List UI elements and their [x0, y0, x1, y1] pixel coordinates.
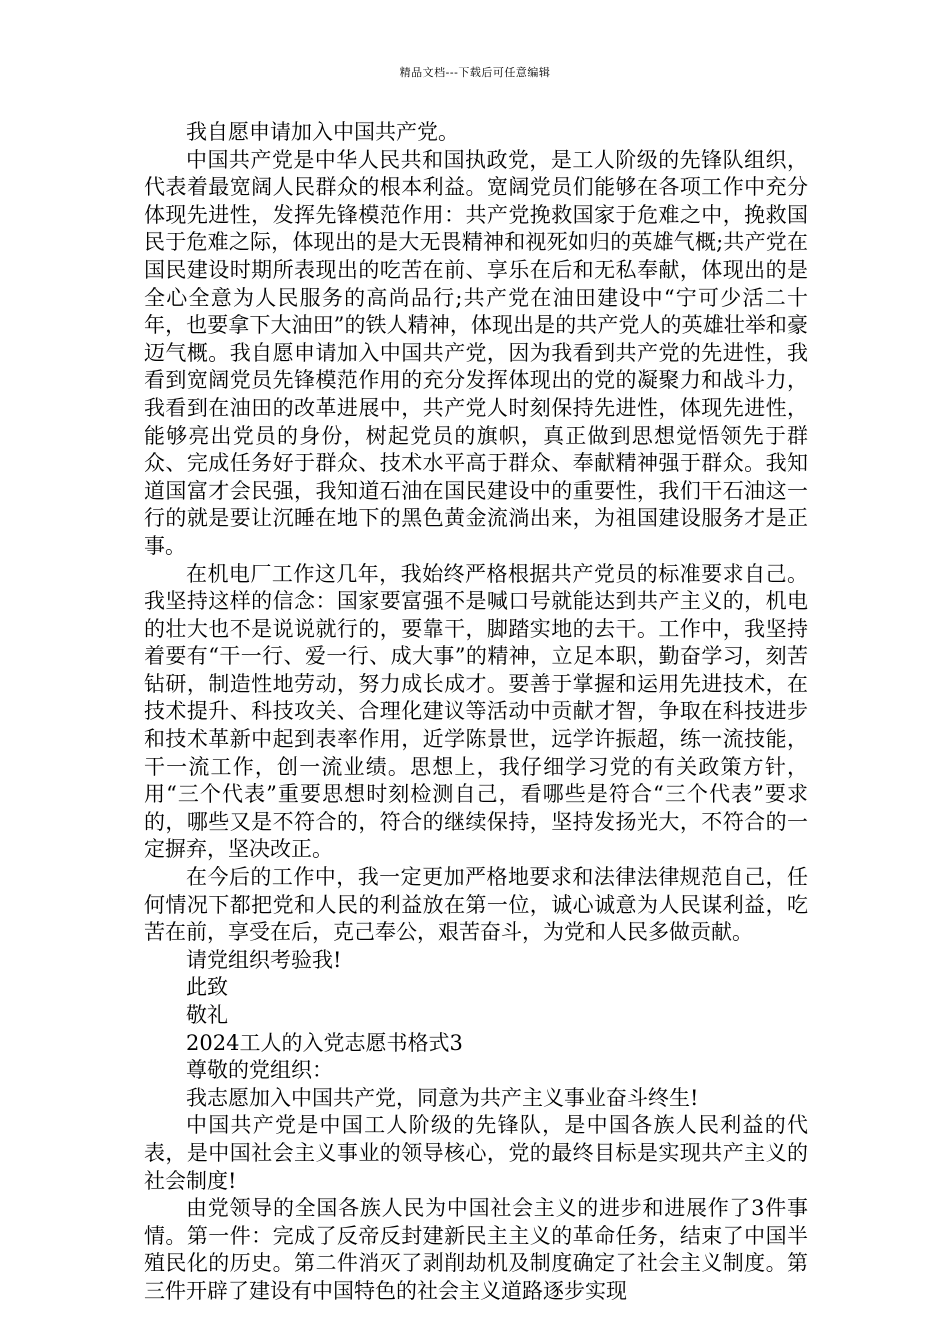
paragraph-party-description: 中国共产党是中华人民共和国执政党，是工人阶级的先锋队组织，代表着最宽阔人民群众的根本利益。宽阔党员们能够在各项工作中充分体现先进性，发挥先锋模范作用：共产党挽救国家于危难之中，挽救国民于危难之际，体现出的是大无畏精神和视死如归的英雄气概;共产党在国民建设时期所表现出的吃苦在前、享乐在后和无私奉献，体现出的是全心全意为人民服务的高尚品行;共产党在油田建设中“宁可少活二十年，也要拿下大油田”的铁人精神，体现出是的共产党人的英雄壮举和豪迈气概。我自愿申请加入中国共产党，因为我看到共产党的先进性，我看到宽阔党员先锋模范作用的充分发挥体现出的党的凝聚力和战斗力，我看到在油田的改革进展中，共产党人时刻保持先进性，体现先进性，能够亮出党员的身份，树起党员的旗帜，真正做到思想觉悟领先于群众、完成任务好于群众、技术水平高于群众、奉献精神强于群众。我知道国富才会民强，我知道石油在国民建设中的重要性，我们干石油这一行的就是要让沉睡在地下的黑色黄金流淌出来，为祖国建设服务才是正事。	[144, 147, 808, 558]
paragraph-pledge: 我志愿加入中国共产党，同意为共产主义事业奋斗终生!	[186, 1085, 699, 1110]
paragraph-party-vanguard: 中国共产党是中国工人阶级的先锋队，是中国各族人民利益的代表，是中国社会主义事业的领导核心，党的最终目标是实现共产主义的社会制度!	[144, 1113, 808, 1193]
paragraph-closing-jingli: 敬礼	[186, 1003, 228, 1027]
page-header: 精品文档---下载后可任意编辑	[399, 66, 551, 79]
paragraph-future-commitment: 在今后的工作中，我一定更加严格地要求和法律法律规范自己，任何情况下都把党和人民的利益放在第一位，诚心诚意为人民谋利益，吃苦在前，享受在后，克己奉公，艰苦奋斗，为党和人民多做贡献。	[144, 865, 808, 945]
paragraph-work-experience: 在机电厂工作这几年，我始终严格根据共产党员的标准要求自己。我坚持这样的信念：国家要富强不是喊口号就能达到共产主义的，机电的壮大也不是说说就行的，要靠干，脚踏实地的去干。工作中，我坚持着要有“干一行、爱一行、成大事”的精神，立足本职，勤奋学习，刻苦钻研，制造性地劳动，努力成长成才。要善于掌握和运用先进技术，在技术提升、科技攻关、合理化建议等活动中贡献才智，争取在科技进步和技术革新中起到表率作用，近学陈景世，远学许振超，练一流技能，干一流工作，创一流业绩。思想上，我仔细学习党的有关政策方针，用“三个代表”重要思想时刻检测自己，看哪些是符合“三个代表”要求的，哪些又是不符合的，符合的继续保持，坚持发扬光大，不符合的一定摒弃，坚决改正。	[144, 561, 808, 862]
paragraph-closing-cizhi: 此致	[186, 975, 228, 1000]
document-body	[144, 119, 808, 1306]
section-title: 2024工人的入党志愿书格式3	[186, 1030, 463, 1055]
paragraph-request-test: 请党组织考验我!	[186, 947, 342, 972]
paragraph-three-things: 由党领导的全国各族人民为中国社会主义的进步和进展作了3件事情。第一件：完成了反帝反封建新民主主义的革命任务，结束了中国半殖民化的历史。第二件消灭了剥削劫机及制度确定了社会主义制度。第三件开辟了建设有中国特色的社会主义道路逐步实现	[144, 1196, 808, 1303]
paragraph-intro: 我自愿申请加入中国共产党。	[186, 120, 459, 144]
salutation: 尊敬的党组织：	[186, 1058, 333, 1083]
